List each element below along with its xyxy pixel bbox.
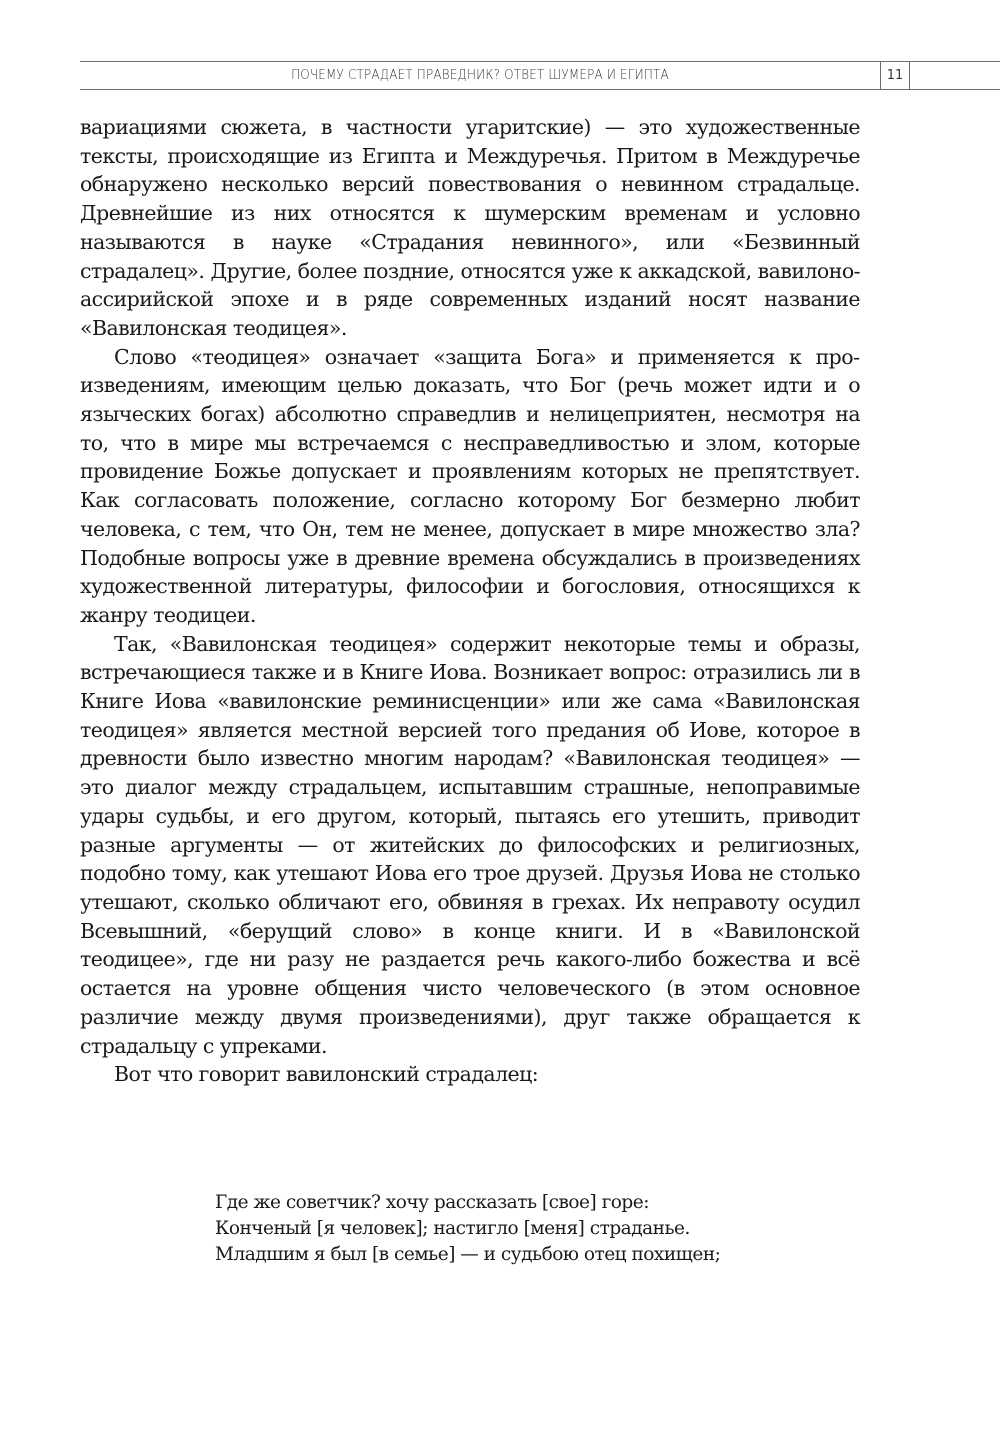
poem-line: Где же советчик? хочу рассказать [свое] горе: <box>215 1192 649 1213</box>
page-number: 11 <box>880 61 910 90</box>
paragraph-quote-intro: Вот что говорит вавилонский страдалец: <box>114 1062 539 1087</box>
poem-line: Конченый [я человек]; настигло [меня] страданье. <box>215 1217 690 1239</box>
body-text <box>80 113 860 1089</box>
poem-line: Младшим я был [в семье] — и судьбою отец похищен; <box>215 1243 721 1265</box>
running-title: ПОЧЕМУ СТРАДАЕТ ПРАВЕДНИК? ОТВЕТ ШУМЕРА И ЕГИПТА <box>291 68 669 83</box>
paragraph-continued: вариациями сюжета, в частности угаритские) — это художественные тексты, происходящие из Египта и Междуречья. Притом в Междуречье обнаружено несколько версий повествования о невинном страдальце. Древнейшие из них относятся к шумерским временам и условно называются в науке «Страдания невинного», или «Безвинный страдалец». Другие, более поздние, относятся уже к аккадской, вавилоно-ассирийской эпохе и в ряде современных изданий носят название «Вавилонская теодицея». <box>80 115 860 340</box>
paragraph-babylonian-theodicy: Так, «Вавилонская теодицея» содержит некоторые темы и образы, встречающиеся также и в Книге Иова. Возникает вопрос: отразились ли в Книге Иова «вавилонские реминисценции» или же сама «Вавилонская теодицея» является местной версией того предания об Иове, которое в древности было известно многим народам? «Вавилонская теодицея» — это диалог между страдальцем, испытавшим страшные, непоправимые удары судьбы, и его другом, который, пытаясь его утешить, приводит разные аргументы — от житейских до философских и религиозных, подобно тому, как утешают Иова его трое друзей. Друзья Иова не столько утешают, сколько обличают его, обвиняя в грехах. Их неправоту осудил Всевышний, «берущий слово» в конце книги. И в «Вавилонской теодицее», где ни разу не раздается речь какого-либо божества и всё остается на уровне общения чисто человеческого (в этом основное различие между двумя произведениями), друг также обращается к страдальцу с упреками. <box>80 631 860 1058</box>
poem-quote <box>215 1190 720 1267</box>
paragraph-theodicy-definition: Слово «теодицея» означает «защита Бога» и применяется к произведениям, имеющим целью доказать, что Бог (речь может идти и о языческих богах) абсолютно справедлив и нелицеприятен, несмотря на то, что в мире мы встречаемся с несправедливостью и злом, которые провидение Божье допускает и проявлениям которых не препятствует. Как согласовать положение, согласно которому Бог безмерно любит человека, с тем, что Он, тем не менее, допускает в мире множество зла? Подобные вопросы уже в древние времена обсуждались в произведениях художественной литературы, философии и богословия, относящихся к жанру теодицеи. <box>80 344 860 627</box>
running-header <box>80 61 1000 90</box>
